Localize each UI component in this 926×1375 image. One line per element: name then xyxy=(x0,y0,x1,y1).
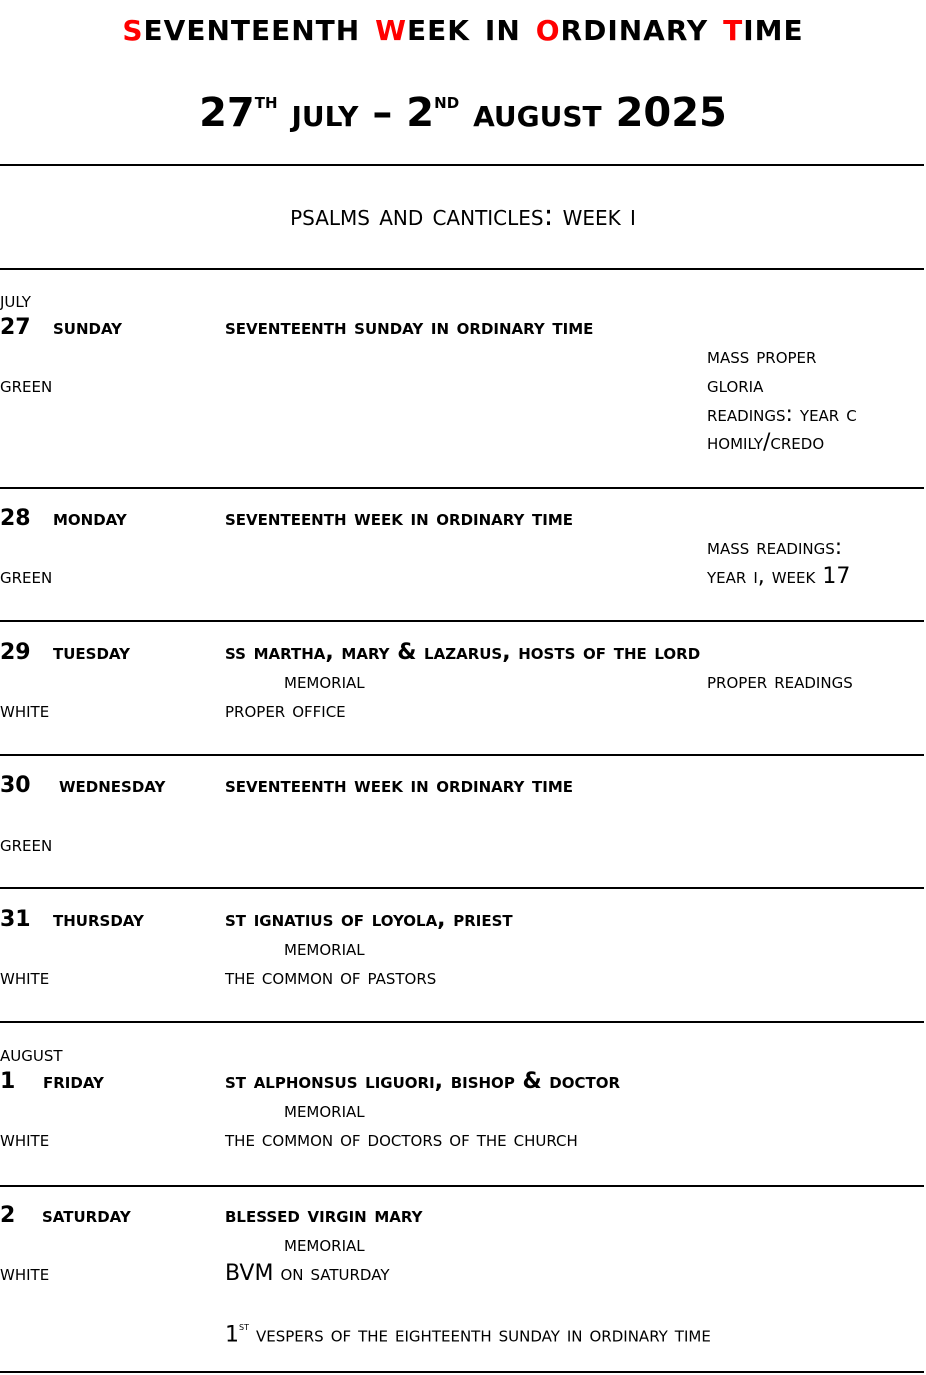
title-initial: s xyxy=(122,4,144,50)
liturgical-colour: white xyxy=(0,1127,50,1152)
office-note xyxy=(225,1260,389,1288)
day-name: tuesday xyxy=(53,640,130,665)
divider xyxy=(0,1185,924,1187)
mass-note: homily/credo xyxy=(707,430,825,455)
mass-note: proper readings xyxy=(707,669,853,694)
day-number: 2 xyxy=(0,1203,16,1228)
day-name: saturday xyxy=(42,1203,131,1228)
date-start-day: 27 xyxy=(199,90,255,136)
title-initial: t xyxy=(723,4,744,50)
title-initial: w xyxy=(375,4,408,50)
divider xyxy=(0,1021,924,1023)
page-title: seventeenth week in ordinary time xyxy=(122,4,804,50)
celebration-title: blessed virgin mary xyxy=(225,1203,423,1228)
office-note-rest: on saturday xyxy=(280,1261,390,1286)
divider xyxy=(0,487,924,489)
date-year: 2025 xyxy=(615,90,727,136)
date-end-suffix: nd xyxy=(434,88,460,114)
celebration-title: st ignatius of loyola, priest xyxy=(225,907,513,932)
celebration-rank: memorial xyxy=(284,1232,365,1257)
date-range xyxy=(0,90,926,136)
celebration-rank: memorial xyxy=(284,1098,365,1123)
divider xyxy=(0,164,924,166)
celebration-title: st alphonsus liguori, bishop & doctor xyxy=(225,1069,621,1094)
office-note: the common of pastors xyxy=(225,965,437,990)
day-name: monday xyxy=(53,506,127,531)
date-end-day: 2 xyxy=(406,90,435,136)
date-separator: – xyxy=(372,90,393,136)
psalter-week: psalms and canticles: week i xyxy=(290,198,636,232)
celebration-rank: memorial xyxy=(284,669,365,694)
office-note: the common of doctors of the church xyxy=(225,1127,578,1152)
mass-note: mass proper xyxy=(707,344,817,369)
celebration-title: ss martha, mary & lazarus, hosts of the lord xyxy=(225,640,701,665)
day-number: 30 xyxy=(0,773,31,798)
day-name: wednesday xyxy=(59,773,166,798)
liturgical-colour: green xyxy=(0,564,53,589)
date-start-suffix: th xyxy=(254,88,278,114)
date-end-month: august xyxy=(473,90,602,136)
title-initial: o xyxy=(535,4,561,50)
day-number: 31 xyxy=(0,907,31,932)
month-label: july xyxy=(0,288,31,312)
mass-note: year i, week 17 xyxy=(707,564,851,589)
divider xyxy=(0,887,924,889)
liturgical-colour: white xyxy=(0,698,50,723)
vespers-suffix: st xyxy=(239,1319,249,1333)
day-name: friday xyxy=(43,1069,104,1094)
day-name: sunday xyxy=(53,315,123,340)
vespers-number: 1 xyxy=(225,1322,239,1348)
mass-note: readings: year c xyxy=(707,402,857,427)
mass-note: gloria xyxy=(707,373,764,398)
celebration-title: seventeenth sunday in ordinary time xyxy=(225,315,594,340)
liturgical-colour: green xyxy=(0,373,53,398)
day-number: 28 xyxy=(0,506,31,531)
divider xyxy=(0,268,924,270)
liturgical-colour: green xyxy=(0,832,53,857)
liturgical-colour: white xyxy=(0,1261,50,1286)
liturgical-colour: white xyxy=(0,965,50,990)
day-number: 1 xyxy=(0,1069,16,1094)
bvm-abbrev: BVM xyxy=(225,1261,274,1286)
celebration-title: seventeenth week in ordinary time xyxy=(225,506,574,531)
divider xyxy=(0,620,924,622)
day-number: 27 xyxy=(0,315,31,340)
day-number: 29 xyxy=(0,640,31,665)
celebration-rank: memorial xyxy=(284,936,365,961)
date-start-month: july xyxy=(291,90,359,136)
mass-note: mass readings: xyxy=(707,535,843,560)
vespers-note xyxy=(225,1315,711,1349)
day-name: thursday xyxy=(53,907,144,932)
office-note: proper office xyxy=(225,698,346,723)
divider xyxy=(0,1371,924,1373)
vespers-text: vespers of the eighteenth sunday in ordinary time xyxy=(255,1322,711,1348)
celebration-title: seventeenth week in ordinary time xyxy=(225,773,574,798)
month-label: august xyxy=(0,1042,63,1066)
divider xyxy=(0,754,924,756)
